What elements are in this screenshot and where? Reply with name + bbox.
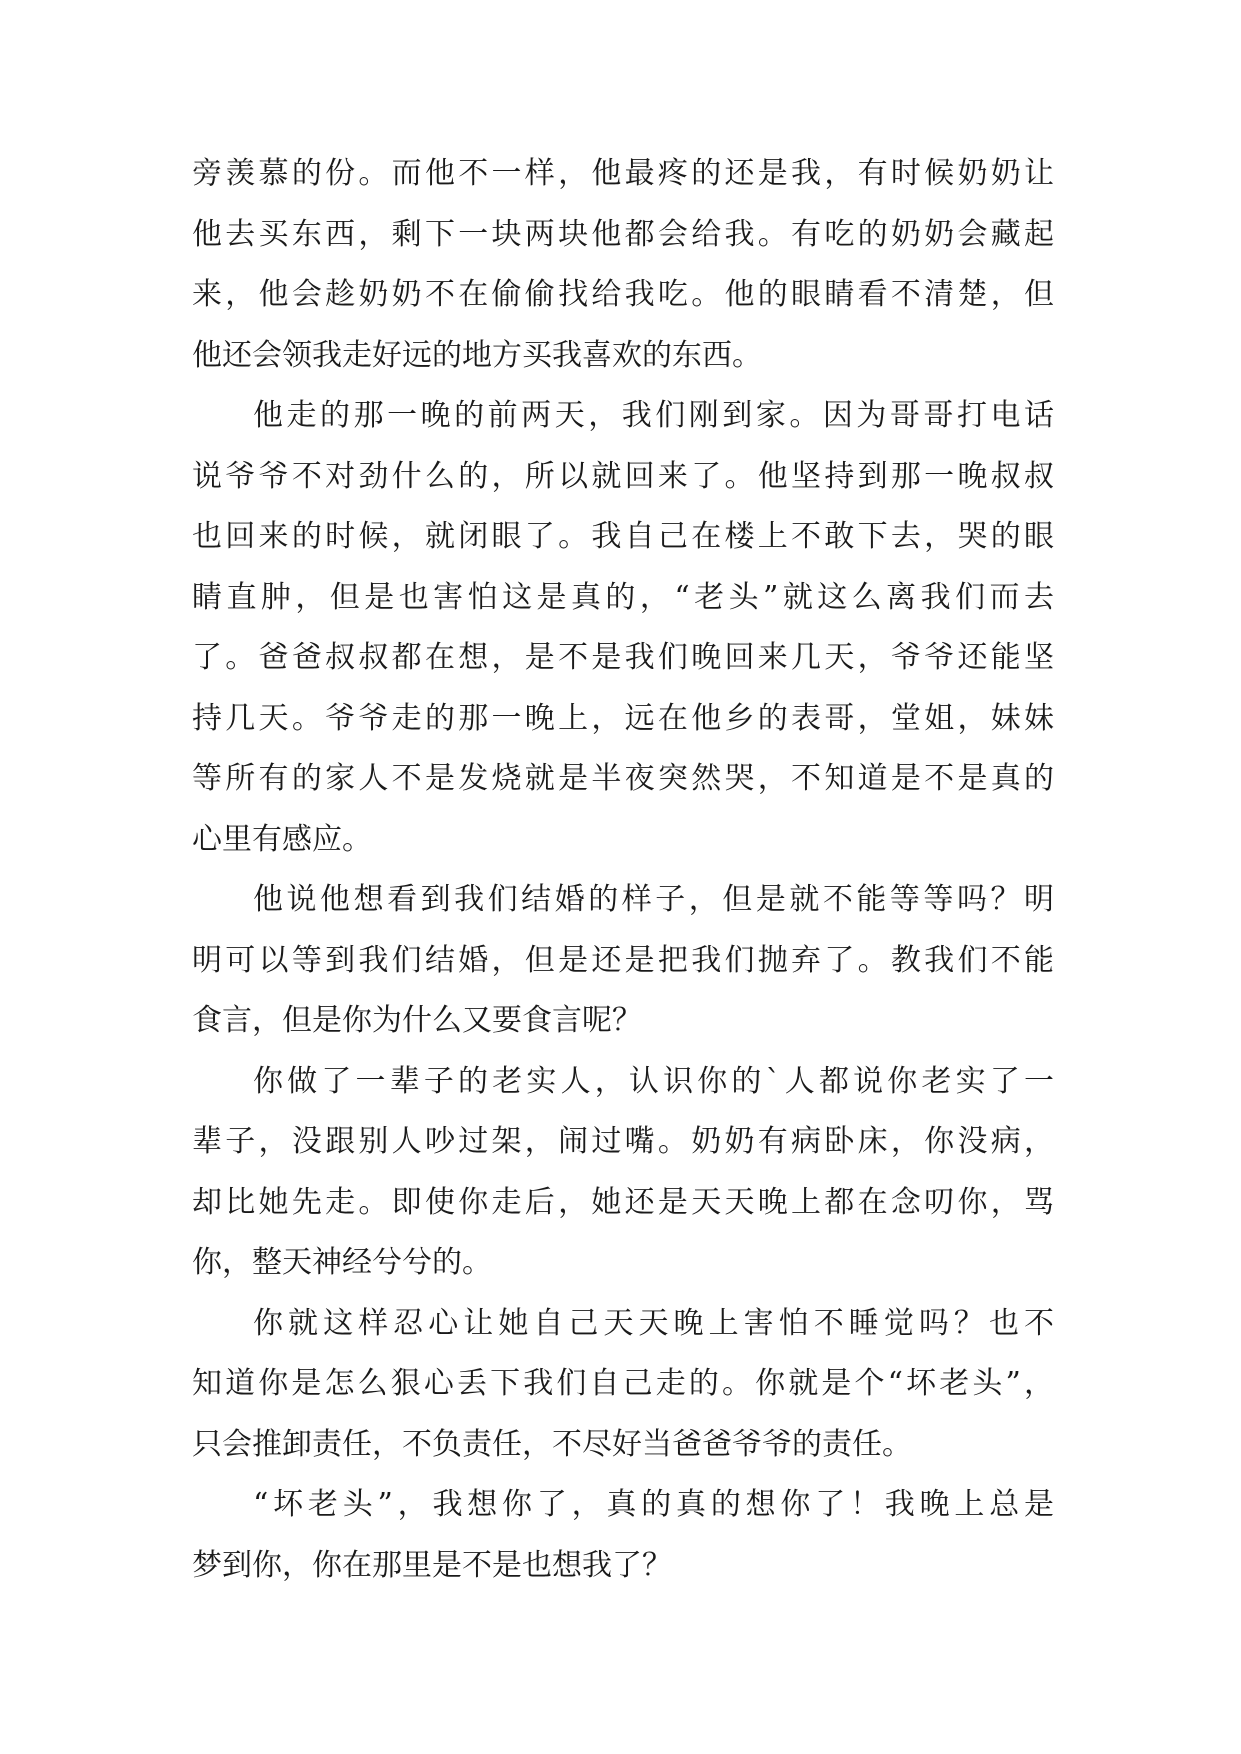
paragraph-first-line: 他说他想看到我们结婚的样子，但是就不能等等吗？明 [253,882,1054,917]
text-line: 知道你是怎么狠心丢下我们自己走的。你就是个“坏老头”， [192,1366,1054,1401]
text-line: 他去买东西，剩下一块两块他都会给我。有吃的奶奶会藏起 [192,216,1054,252]
text-line: 梦到你，你在那里是不是也想我了？ [192,1547,672,1583]
paragraph-first-line: “坏老头”，我想你了，真的真的想你了！我晚上总是 [253,1487,1054,1522]
text-line: 睛直肿，但是也害怕这是真的，“老头”就这么离我们而去 [192,579,1054,615]
body-text [192,144,1054,1596]
text-line: 旁羡慕的份。而他不一样，他最疼的还是我，有时候奶奶让 [192,156,1054,191]
paragraph-first-line: 你就这样忍心让她自己天天晚上害怕不睡觉吗？也不 [253,1305,1054,1341]
text-line: 只会推卸责任，不负责任，不尽好当爸爸爷爷的责任。 [192,1426,912,1462]
text-line: 持几天。爷爷走的那一晚上，远在他乡的表哥，堂姐，妹妹 [192,700,1054,736]
paragraph-first-line: 他走的那一晚的前两天，我们刚到家。因为哥哥打电话 [253,398,1054,433]
text-line: 食言，但是你为什么又要食言呢？ [192,1003,642,1038]
text-line: 明可以等到我们结婚，但是还是把我们抛弃了。教我们不能 [192,942,1054,978]
text-line: 你，整天神经兮兮的。 [192,1245,492,1280]
text-line: 他还会领我走好远的地方买我喜欢的东西。 [192,337,762,373]
paragraph-first-line: 你做了一辈子的老实人，认识你的`人都说你老实了一 [253,1063,1054,1099]
text-line: 来，他会趁奶奶不在偷偷找给我吃。他的眼睛看不清楚，但 [192,277,1054,312]
text-line: 心里有感应。 [192,821,372,857]
text-line: 也回来的时候，就闭眼了。我自己在楼上不敢下去，哭的眼 [192,519,1054,554]
text-line: 等所有的家人不是发烧就是半夜突然哭，不知道是不是真的 [192,761,1054,796]
text-line: 却比她先走。即使你走后，她还是天天晚上都在念叨你，骂 [192,1184,1054,1220]
text-line: 说爷爷不对劲什么的，所以就回来了。他坚持到那一晚叔叔 [192,458,1054,494]
text-line: 了。爸爸叔叔都在想，是不是我们晚回来几天，爷爷还能坚 [192,640,1054,675]
text-line: 辈子，没跟别人吵过架，闹过嘴。奶奶有病卧床，你没病， [192,1124,1054,1159]
